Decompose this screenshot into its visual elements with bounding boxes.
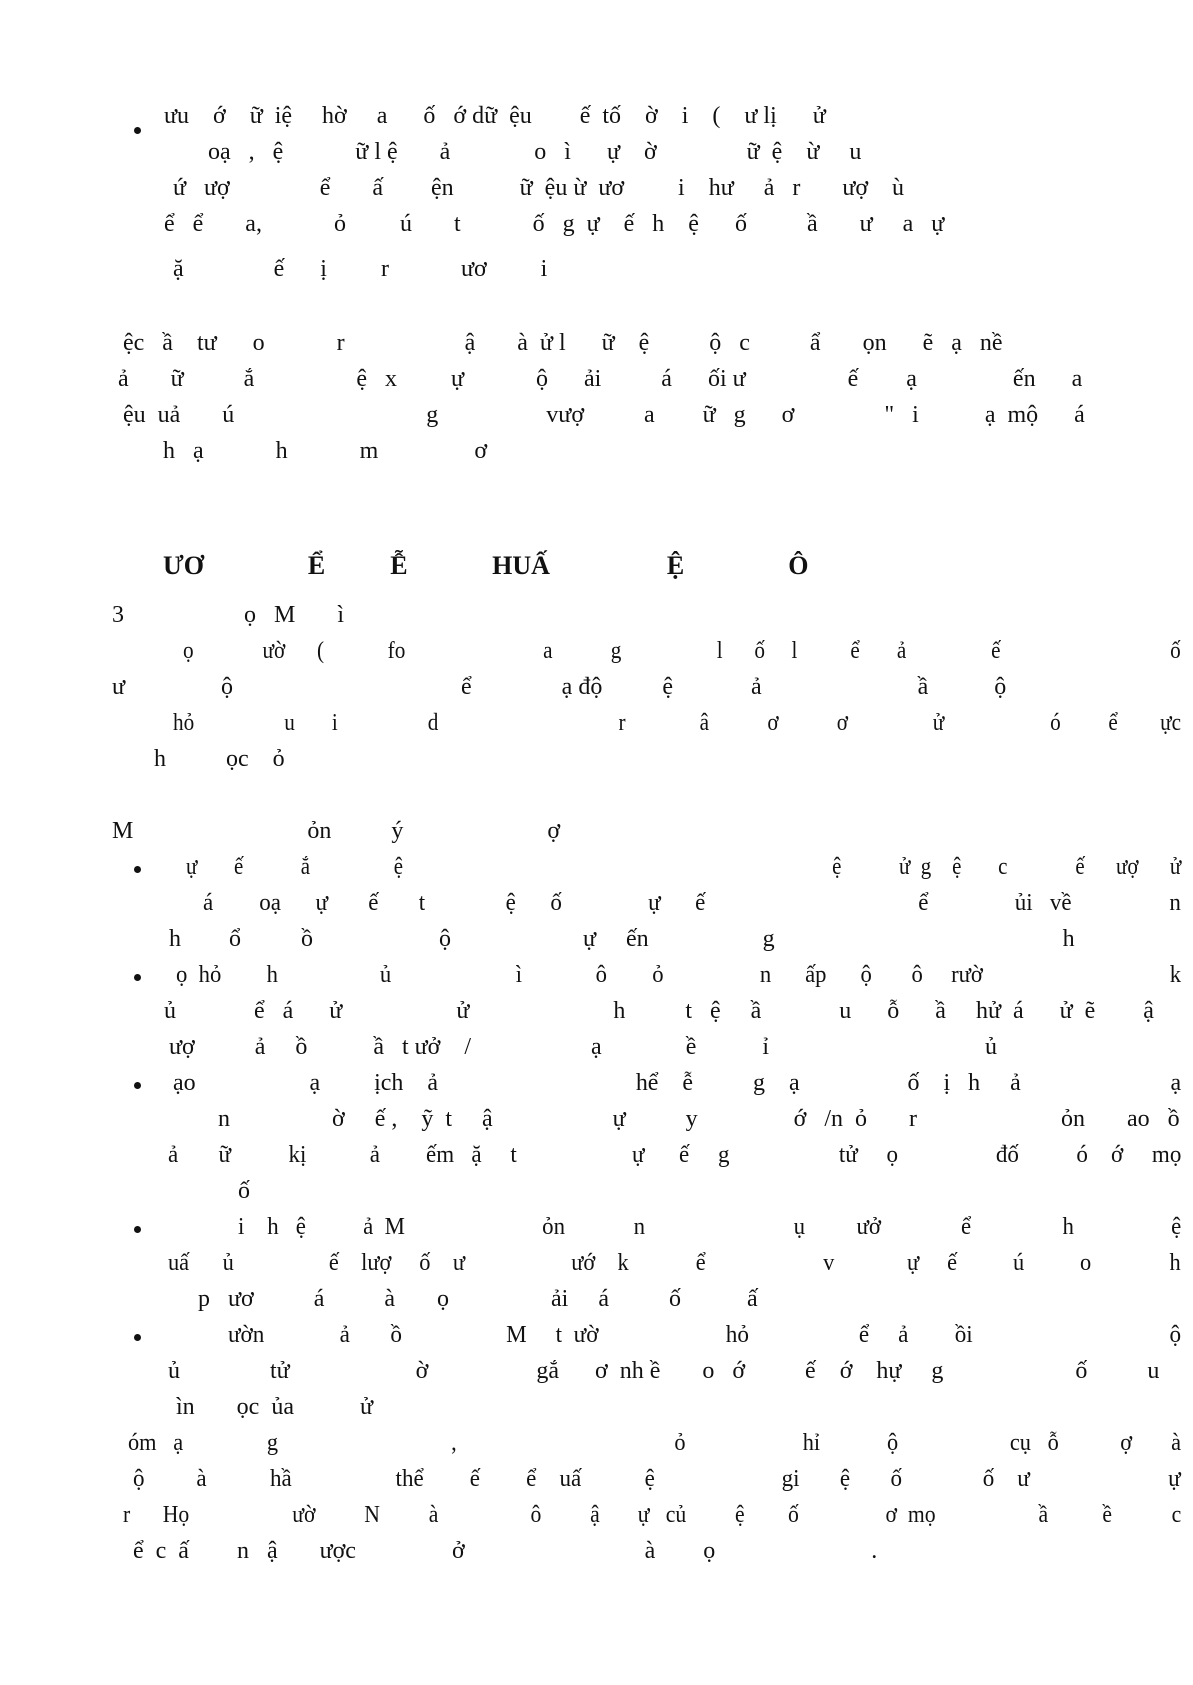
section-heading: ƯƠ Ể Ễ HUẤ Ệ Ô (163, 551, 809, 580)
text-line: ìn ọc ủa ử (176, 1394, 373, 1420)
text-line: h ọc ỏ (154, 746, 285, 772)
bullet-marker (134, 1334, 141, 1341)
text-line: n ờ ế , ỹ t ậ ự y ớ /n ỏ r ỏn ao ồ (218, 1106, 1180, 1132)
text-line: ọ hỏ h ủ ì ô ỏ n ấp ộ ô rườ k (176, 962, 1182, 988)
text-line: oạ , ệ ữ l ệ ả o ì ự ờ ữ ệ ừ u (208, 139, 862, 165)
text-line: h ổ ồ ộ ự ến g h (169, 926, 1075, 952)
text-line: hỏ u i d r â ơ ơ ử ó ể ực (173, 710, 1182, 736)
text-line: á oạ ự ế t ệ ố ự ế ể ủi về n (203, 890, 1181, 916)
bullet-marker (134, 1226, 141, 1233)
text-line: ể ể a, ỏ ú t ố g ự ế h ệ ố ầ ư a ự (164, 211, 945, 237)
text-line: ộ à hầ thể ế ể uấ ệ gi ệ ố ố ư ự (133, 1466, 1181, 1492)
text-line: ủ tử ờ gắ ơ nh ề o ớ ế ớ hự g ố u (168, 1358, 1160, 1384)
bullet-marker (134, 974, 141, 981)
text-line: ệc ầ tư o r ậ à ử l ữ ệ ộ c ẩ ọn ẽ ạ nề (123, 330, 1003, 356)
text-line: ư ộ ể ạ độ ệ ả ầ ộ (112, 674, 1007, 700)
text-line: M ỏn ý ợ (112, 818, 561, 844)
text-line: óm ạ g , ỏ hỉ ộ cụ ỗ ợ à (128, 1430, 1181, 1456)
bullet-marker (134, 1082, 141, 1089)
bullet-marker (134, 866, 141, 873)
subsection-heading: 3 ọ M ì (112, 602, 345, 628)
text-line: ứ ượ ể ấ ện ữ ệu ừ ươ i hư ả r ượ ù (173, 175, 905, 201)
text-line: h ạ h m ơ (163, 438, 488, 464)
text-line: ệu uả ú g vượ a ữ g ơ " i ạ mộ á (123, 402, 1085, 428)
text-line: ạo ạ ịch ả hể ễ g ạ ố ị h ả ạ (173, 1070, 1182, 1096)
text-line: ưu ớ ữ iệ hờ a ố ớ dữ ệu ế tố ờ i ( ư lị ử (164, 103, 826, 129)
text-line: p ươ á à ọ ải á ố ấ (198, 1286, 758, 1312)
text-line: ố (238, 1178, 250, 1204)
text-line: uấ ủ ế lượ ố ư ướ k ể v ự ế ú o h (168, 1250, 1181, 1276)
text-line: i h ệ ả M ỏn n ụ ưở ể h ệ (238, 1214, 1182, 1240)
text-line: ọ ườ ( fo a g l ố l ể ả ế ố (183, 638, 1181, 664)
text-line: ự ế ắ ệ ệ ử g ệ c ế ượ ử (186, 854, 1182, 880)
text-line: ặ ế ị r ươ i (173, 256, 548, 282)
text-line: ả ữ kị ả ếm ặ t ự ế g tử ọ đố ó ớ mọ (168, 1142, 1182, 1168)
text-line: ườn ả ồ M t ườ hỏ ể ả ồi ộ (228, 1322, 1182, 1348)
text-line: ể c ấ n ậ ược ở à ọ . (133, 1538, 878, 1564)
bullet-marker (134, 127, 141, 134)
text-line: ượ ả ồ ầ t ưở / ạ ề ỉ ủ (169, 1034, 998, 1060)
text-line: ả ữ ắ ệ x ự ộ ải á ối ư ế ạ ến a (118, 366, 1083, 392)
text-line: r Họ ườ N à ô ậ ự củ ệ ố ơ mọ ầ ề c (123, 1502, 1182, 1528)
text-line: ủ ể á ử ử h t ệ ầ u ỗ ầ hử á ử ẽ ậ (164, 998, 1154, 1024)
